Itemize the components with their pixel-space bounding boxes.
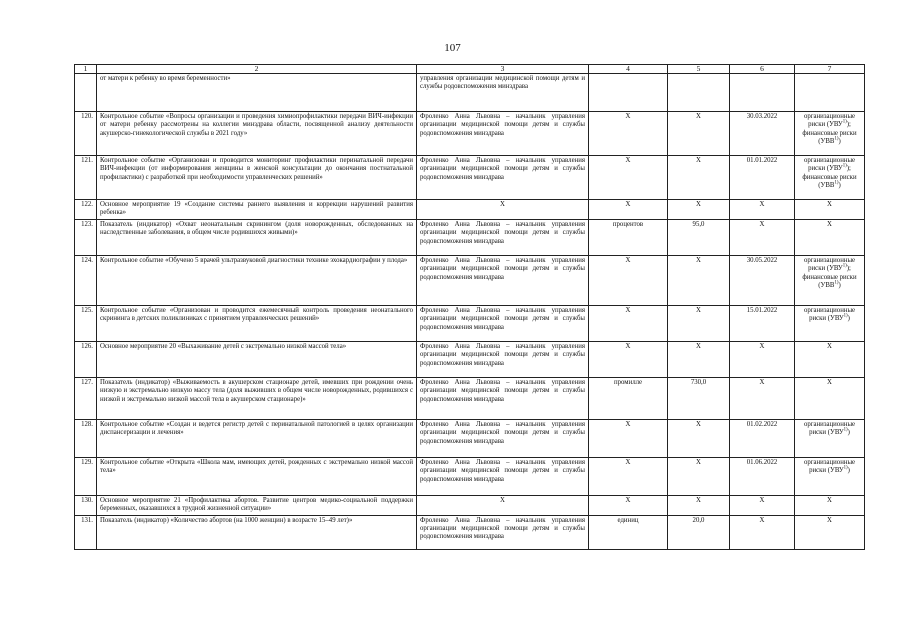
table-row (75, 305, 865, 341)
table-row (75, 200, 865, 220)
risk-superscript: 1) (834, 280, 839, 286)
row-value: Х (668, 341, 730, 377)
risk-text: Х (827, 220, 832, 228)
risk-text-end: ) (838, 282, 841, 290)
risk-text: Х (827, 496, 832, 504)
row-responsible: Фроленко Анна Львовна – начальник управления организации медицинской помощи детям и службы родовспоможения минздрава (417, 377, 589, 419)
risk-text: организационные риски (УВУ (803, 157, 856, 173)
row-description: Контрольное событие «Создан и ведется регистр детей с перинатальной патологией в целях организации диспансеризации и лечения» (97, 419, 417, 457)
row-unit: процентов (589, 219, 668, 255)
row-responsible: Фроленко Анна Львовна – начальник управления организации медицинской помощи детям и службы родовспоможения минздрава (417, 255, 589, 305)
row-description: Основное мероприятие 20 «Выхаживание детей с экстремально низкой массой тела» (97, 341, 417, 377)
risk-superscript: 1) (842, 164, 847, 170)
row-description: Показатель (индикатор) «Охват неонатальным скринингом (доля новорожденных, обследованных на наследственные заболевания, в общем числе родившихся живыми)» (97, 219, 417, 255)
row-unit: промилле (589, 377, 668, 419)
row-description: Контрольное событие «Организован и проводится ежемесячный контроль проведения неонатального скрининга в детских поликлиниках с принятием управленческих решений» (97, 305, 417, 341)
row-responsible: Фроленко Анна Львовна – начальник управления организации медицинской помощи детям и службы родовспоможения минздрава (417, 156, 589, 200)
risk-superscript: 1) (843, 313, 848, 319)
table-row (75, 341, 865, 377)
row-unit: Х (589, 305, 668, 341)
row-unit: Х (589, 200, 668, 220)
risk-superscript: 1) (834, 136, 839, 142)
row-description: Показатель (индикатор) «Выживаемость в акушерском стационаре детей, имевших при рождении очень низкую и экстремально низкую массу тела (доля выживших в общем числе новорожденных, родившихся с низкой и экстремально низкой массой тела в акушерском стационаре)» (97, 377, 417, 419)
table-row (75, 457, 865, 495)
table-row (75, 112, 865, 156)
row-date: 30.03.2022 (730, 112, 795, 156)
header-cell: 5 (668, 65, 730, 74)
risk-superscript: 1) (843, 465, 848, 471)
row-unit: Х (589, 255, 668, 305)
row-responsible: управления организации медицинской помощи детям и службы родовспоможения минздрава (417, 74, 589, 112)
table-row (75, 495, 865, 515)
row-value: 20,0 (668, 515, 730, 549)
risk-text-end: ) (838, 182, 841, 190)
row-value: Х (668, 156, 730, 200)
row-date: Х (730, 341, 795, 377)
row-value: Х (668, 419, 730, 457)
table-row (75, 156, 865, 200)
table-row (75, 219, 865, 255)
table-row (75, 515, 865, 549)
row-unit: Х (589, 495, 668, 515)
row-date: Х (730, 495, 795, 515)
row-description: Контрольное событие «Вопросы организации и проведения химиопрофилактики передачи ВИЧ-инфекции от матери ребенку рассмотрены на коллегии минздрава области, посвященной анализу деятельности акушерско-гинекологической службы в 2021 году» (97, 112, 417, 156)
row-risk (795, 377, 865, 419)
row-responsible: Фроленко Анна Львовна – начальник управления организации медицинской помощи детям и службы родовспоможения минздрава (417, 341, 589, 377)
row-date: 01.02.2022 (730, 419, 795, 457)
row-number: 122. (75, 200, 97, 220)
row-number: 129. (75, 457, 97, 495)
risk-superscript: 1) (834, 180, 839, 186)
row-value: Х (668, 200, 730, 220)
row-description: Контрольное событие «Обучено 5 врачей ультразвуковой диагностики технике эхокардиографии у плода» (97, 255, 417, 305)
row-date: 01.01.2022 (730, 156, 795, 200)
row-value: 95,0 (668, 219, 730, 255)
row-date: 15.01.2022 (730, 305, 795, 341)
row-number: 123. (75, 219, 97, 255)
risk-text: организационные риски (УВУ (803, 420, 856, 437)
risk-text: Х (827, 342, 832, 350)
row-number: 121. (75, 156, 97, 200)
row-value: Х (668, 305, 730, 341)
row-number: 130. (75, 495, 97, 515)
row-description: от матери к ребенку во время беременности» (97, 74, 417, 112)
row-description: Контрольное событие «Открыта «Школа мам, имеющих детей, рожденных с экстремально низкой массой тела» (97, 457, 417, 495)
row-unit: Х (589, 419, 668, 457)
row-number: 125. (75, 305, 97, 341)
risk-text-end: ) (847, 467, 850, 475)
row-description: Основное мероприятие 19 «Создание системы раннего выявления и коррекции нарушений развития ребенка» (97, 200, 417, 220)
row-risk (795, 457, 865, 495)
row-number: 127. (75, 377, 97, 419)
row-unit: Х (589, 457, 668, 495)
row-date: 30.05.2022 (730, 255, 795, 305)
header-cell: 4 (589, 65, 668, 74)
row-unit: единиц (589, 515, 668, 549)
row-value: Х (668, 112, 730, 156)
row-date: Х (730, 377, 795, 419)
table-row (75, 377, 865, 419)
row-responsible: Фроленко Анна Львовна – начальник управления организации медицинской помощи детям и службы родовспоможения минздрава (417, 515, 589, 549)
row-responsible: Х (417, 200, 589, 220)
row-risk (795, 305, 865, 341)
row-unit: Х (589, 341, 668, 377)
row-value: Х (668, 457, 730, 495)
row-date: Х (730, 219, 795, 255)
risk-text: Х (827, 201, 832, 208)
row-description: Контрольное событие «Организован и проводится мониторинг профилактики перинатальной передачи ВИЧ-инфекции (от информирования женщины в женской консультации до окончания постнатальной профилактики) с разработкой при необходимости управленческих решений» (97, 156, 417, 200)
risk-text: организационные риски (УВУ (803, 256, 856, 273)
row-unit (589, 74, 668, 112)
risk-text-financial: ); финансовые риски (УВВ (802, 165, 857, 190)
row-value: 730,0 (668, 377, 730, 419)
header-cell: 6 (730, 65, 795, 74)
risk-text-financial: ); финансовые риски (УВВ (802, 265, 857, 290)
header-cell: 3 (417, 65, 589, 74)
risk-text: организационные риски (УВУ (803, 306, 856, 323)
risk-superscript: 1) (843, 427, 848, 433)
row-date: Х (730, 515, 795, 549)
row-number: 128. (75, 419, 97, 457)
row-risk (795, 112, 865, 156)
risk-superscript: 1) (842, 263, 847, 269)
row-risk (795, 74, 865, 112)
row-risk (795, 200, 865, 220)
page-number: 107 (444, 42, 461, 54)
row-responsible: Х (417, 495, 589, 515)
measures-table (74, 64, 865, 550)
row-number (75, 74, 97, 112)
row-unit: Х (589, 156, 668, 200)
row-value: Х (668, 255, 730, 305)
header-cell: 7 (795, 65, 865, 74)
row-risk (795, 219, 865, 255)
row-responsible: Фроленко Анна Львовна – начальник управления организации медицинской помощи детям и службы родовспоможения минздрава (417, 112, 589, 156)
row-description: Показатель (индикатор) «Количество абортов (на 1000 женщин) в возрасте 15–49 лет)» (97, 515, 417, 549)
row-date: Х (730, 200, 795, 220)
row-risk (795, 341, 865, 377)
table-row (75, 74, 865, 112)
risk-text-financial: ); финансовые риски (УВВ (802, 121, 857, 146)
risk-text-end: ) (847, 315, 850, 323)
row-responsible: Фроленко Анна Львовна – начальник управления организации медицинской помощи детям и службы родовспоможения минздрава (417, 219, 589, 255)
risk-text: Х (827, 378, 832, 386)
row-number: 126. (75, 341, 97, 377)
row-responsible: Фроленко Анна Львовна – начальник управления организации медицинской помощи детям и службы родовспоможения минздрава (417, 419, 589, 457)
row-unit: Х (589, 112, 668, 156)
row-date (730, 74, 795, 112)
row-number: 120. (75, 112, 97, 156)
risk-superscript: 1) (842, 120, 847, 126)
row-value: Х (668, 495, 730, 515)
row-number: 124. (75, 255, 97, 305)
table-row (75, 255, 865, 305)
row-risk (795, 495, 865, 515)
header-cell: 2 (97, 65, 417, 74)
row-risk (795, 156, 865, 200)
row-risk (795, 255, 865, 305)
row-risk (795, 515, 865, 549)
row-date: 01.06.2022 (730, 457, 795, 495)
row-number: 131. (75, 515, 97, 549)
row-description: Основное мероприятие 21 «Профилактика абортов. Развитие центров медико-социальной поддержки беременных, оказавшихся в трудной жизненной ситуации» (97, 495, 417, 515)
risk-text: организационные риски (УВУ (803, 458, 856, 475)
risk-text: Х (827, 516, 832, 524)
header-cell: 1 (75, 65, 97, 74)
risk-text-end: ) (847, 429, 850, 437)
row-responsible: Фроленко Анна Львовна – начальник управления организации медицинской помощи детям и службы родовспоможения минздрава (417, 305, 589, 341)
table-row (75, 419, 865, 457)
risk-text: организационные риски (УВУ (803, 113, 856, 129)
row-value (668, 74, 730, 112)
header-row (75, 65, 865, 74)
row-responsible: Фроленко Анна Львовна – начальник управления организации медицинской помощи детям и службы родовспоможения минздрава (417, 457, 589, 495)
risk-text-end: ) (838, 138, 841, 146)
row-risk (795, 419, 865, 457)
